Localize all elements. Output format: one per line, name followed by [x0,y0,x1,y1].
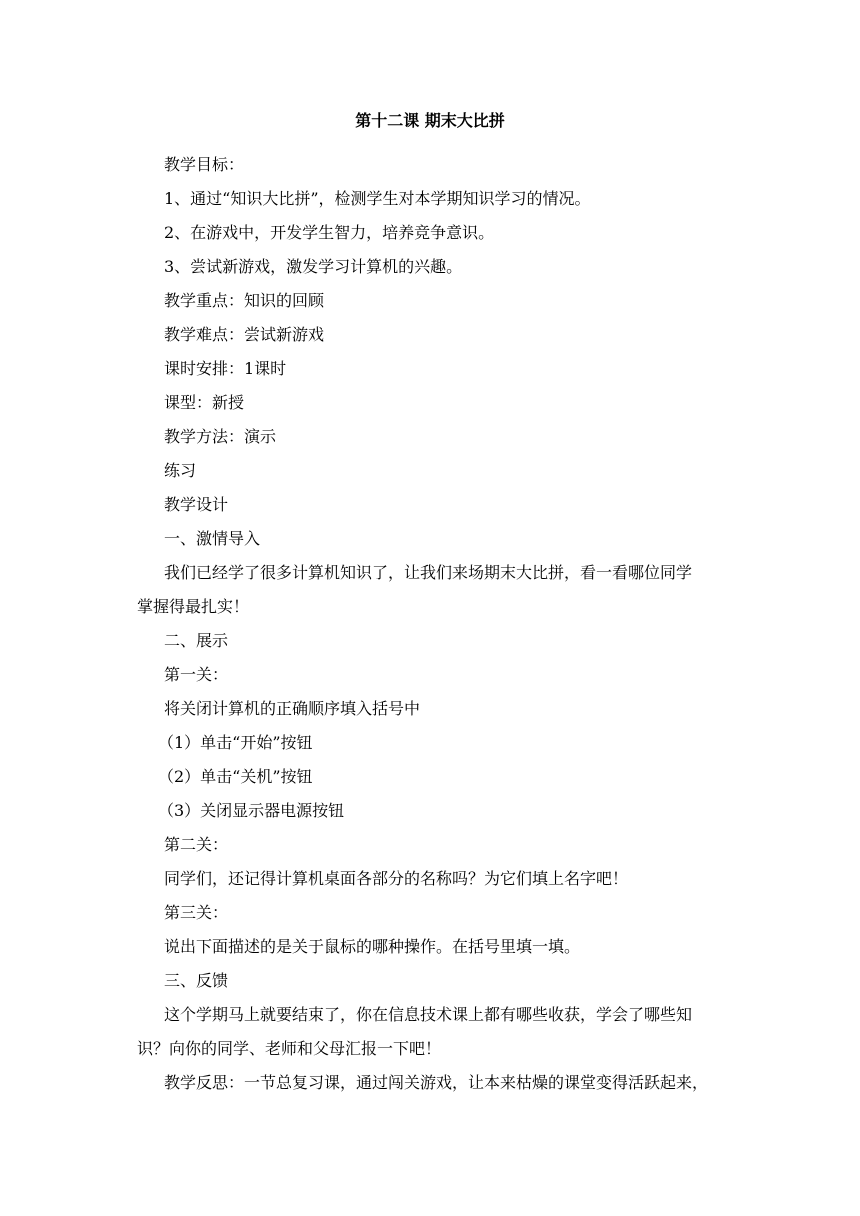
teaching-method-cont: 练习 [164,461,197,480]
level-1-step-2: （2）单击“关机”按钮 [158,767,313,786]
section-1-text-cont: 掌握得最扎实！ [137,597,250,616]
teaching-focus: 教学重点：知识的回顾 [164,291,325,310]
level-1-heading: 第一关： [164,665,229,684]
objective-1: 1、通过“知识大比拼”，检测学生对本学期知识学习的情况。 [164,189,591,208]
teaching-reflection: 教学反思：一节总复习课，通过闯关游戏，让本来枯燥的课堂变得活跃起来， [164,1073,709,1092]
lesson-type: 课型：新授 [164,393,245,412]
teaching-method: 教学方法：演示 [164,427,277,446]
section-1-heading: 一、激情导入 [164,529,261,548]
teaching-design-heading: 教学设计 [164,495,229,514]
section-3-text: 这个学期马上就要结束了，你在信息技术课上都有哪些收获，学会了哪些知 [164,1005,693,1024]
level-1-step-1: （1）单击“开始”按钮 [158,733,313,752]
teaching-difficulty: 教学难点：尝试新游戏 [164,325,325,344]
level-2-heading: 第二关： [164,835,229,854]
section-2-heading: 二、展示 [164,631,229,650]
section-3-text-cont: 识？向你的同学、老师和父母汇报一下吧！ [137,1039,442,1058]
level-1-step-3: （3）关闭显示器电源按钮 [158,801,345,820]
class-schedule: 课时安排：1课时 [164,359,287,378]
level-1-instruction: 将关闭计算机的正确顺序填入括号中 [164,699,421,718]
level-3-heading: 第三关： [164,903,229,922]
objective-2: 2、在游戏中，开发学生智力，培养竞争意识。 [164,223,495,242]
lesson-title: 第十二课 期末大比拼 [355,111,505,130]
section-1-text: 我们已经学了很多计算机知识了，让我们来场期末大比拼，看一看哪位同学 [164,563,693,582]
level-3-text: 说出下面描述的是关于鼠标的哪种操作。在括号里填一填。 [164,937,581,956]
section-objectives-heading: 教学目标： [164,155,245,174]
section-3-heading: 三、反馈 [164,971,229,990]
level-2-text: 同学们，还记得计算机桌面各部分的名称吗？为它们填上名字吧！ [164,869,629,888]
objective-3: 3、尝试新游戏，激发学习计算机的兴趣。 [164,257,463,276]
